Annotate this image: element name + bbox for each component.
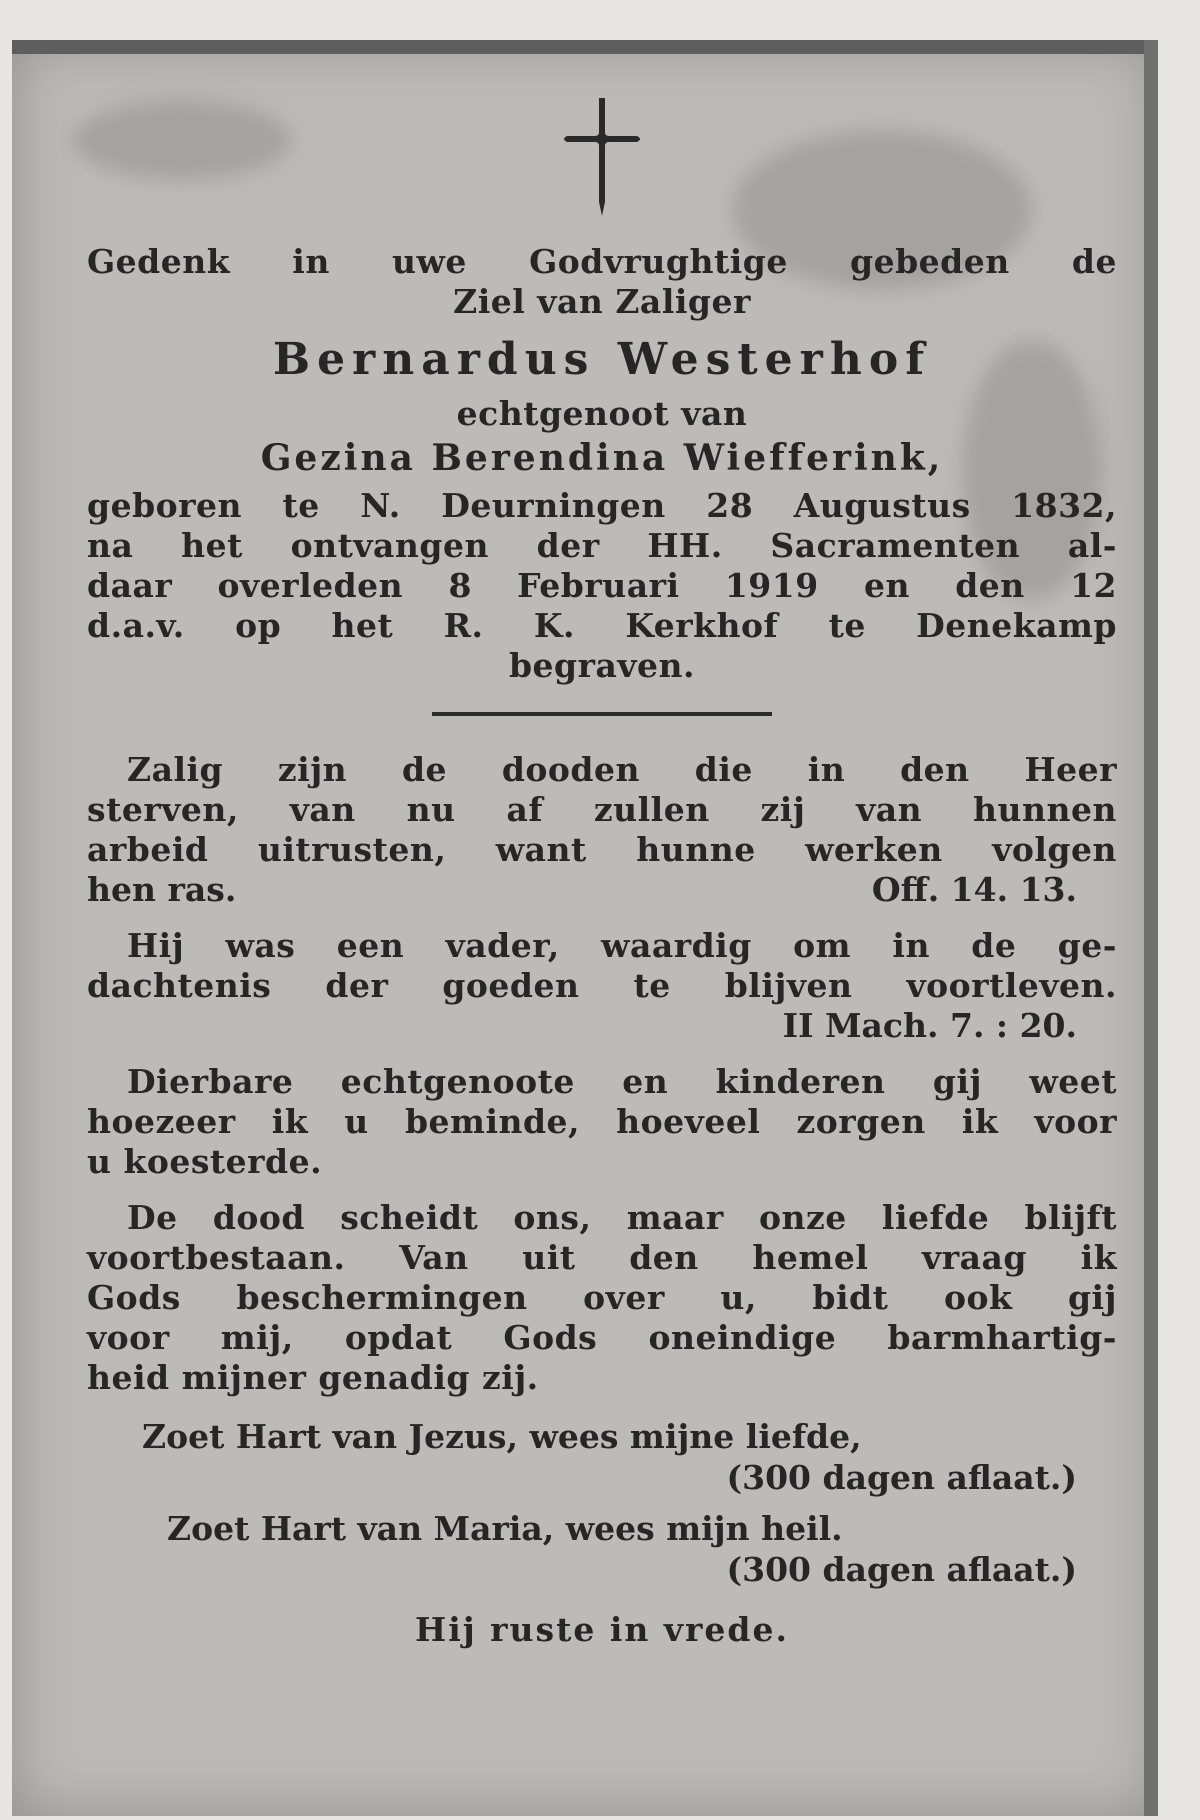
bio-line: begraven. bbox=[508, 646, 696, 685]
spouse-intro: echtgenoot van bbox=[456, 394, 748, 433]
closing-line: Hij ruste in vrede. bbox=[415, 1610, 789, 1649]
paragraph-line: Gods beschermingen over u, bidt ook gij bbox=[87, 1278, 1117, 1317]
verse-reference: II Mach. 7. : 20. bbox=[782, 1006, 1077, 1045]
verse-2 bbox=[87, 926, 1117, 1046]
header-line: Gedenk in uwe Godvrughtige gebeden de bbox=[87, 242, 1117, 281]
card-text bbox=[87, 92, 1117, 1652]
bio-line: geboren te N. Deurningen 28 Augustus 1832, bbox=[87, 486, 1117, 525]
verse-1 bbox=[87, 750, 1117, 910]
biography bbox=[87, 486, 1117, 686]
divider-rule bbox=[432, 712, 772, 716]
paragraph-family bbox=[87, 1062, 1117, 1182]
indulgence-note: (300 dagen aflaat.) bbox=[726, 1550, 1077, 1589]
paragraph-line: De dood scheidt ons, maar onze liefde blijft bbox=[127, 1198, 1117, 1237]
card-top-border bbox=[12, 40, 1158, 54]
bio-line: d.a.v. op het R. K. Kerkhof te Denekamp bbox=[87, 606, 1117, 645]
paragraph-line: voortbestaan. Van uit den hemel vraag ik bbox=[87, 1238, 1117, 1277]
prayers bbox=[87, 1416, 1117, 1590]
card-right-border bbox=[1144, 40, 1158, 1816]
header-subline: Ziel van Zaliger bbox=[453, 282, 751, 321]
paragraph-line: u koesterde. bbox=[87, 1142, 323, 1181]
verse-line: hen ras. bbox=[87, 870, 237, 909]
paragraph-line: voor mij, opdat Gods oneindige barmhartig- bbox=[87, 1318, 1117, 1357]
verse-line: dachtenis der goeden te blijven voortleven. bbox=[87, 966, 1117, 1005]
paragraph-line: hoezeer ik u beminde, hoeveel zorgen ik voor bbox=[87, 1102, 1117, 1141]
paragraph-line: heid mijner genadig zij. bbox=[87, 1358, 539, 1397]
paragraph-line: Dierbare echtgenoote en kinderen gij weet bbox=[127, 1062, 1117, 1101]
verse-line: sterven, van nu af zullen zij van hunnen bbox=[87, 790, 1117, 829]
verse-reference: Off. 14. 13. bbox=[871, 870, 1077, 909]
deceased-name: Bernardus Westerhof bbox=[272, 334, 932, 385]
verse-line: Zalig zijn de dooden die in den Heer bbox=[127, 750, 1117, 789]
prayer-line: Zoet Hart van Maria, wees mijn heil. bbox=[167, 1509, 843, 1548]
paragraph-farewell bbox=[87, 1198, 1117, 1398]
indulgence-note: (300 dagen aflaat.) bbox=[726, 1458, 1077, 1497]
prayer-line: Zoet Hart van Jezus, wees mijne liefde, bbox=[142, 1417, 862, 1456]
spouse-name: Gezina Berendina Wiefferink, bbox=[260, 437, 944, 479]
verse-line: arbeid uitrusten, want hunne werken volgen bbox=[87, 830, 1117, 869]
latin-cross-icon bbox=[557, 92, 647, 222]
bio-line: na het ontvangen der HH. Sacramenten al- bbox=[87, 526, 1117, 565]
verse-line: Hij was een vader, waardig om in de ge- bbox=[127, 926, 1117, 965]
verse-last-row bbox=[87, 870, 1117, 910]
bio-line: daar overleden 8 Februari 1919 en den 12 bbox=[87, 566, 1117, 605]
memorial-card bbox=[12, 40, 1158, 1816]
